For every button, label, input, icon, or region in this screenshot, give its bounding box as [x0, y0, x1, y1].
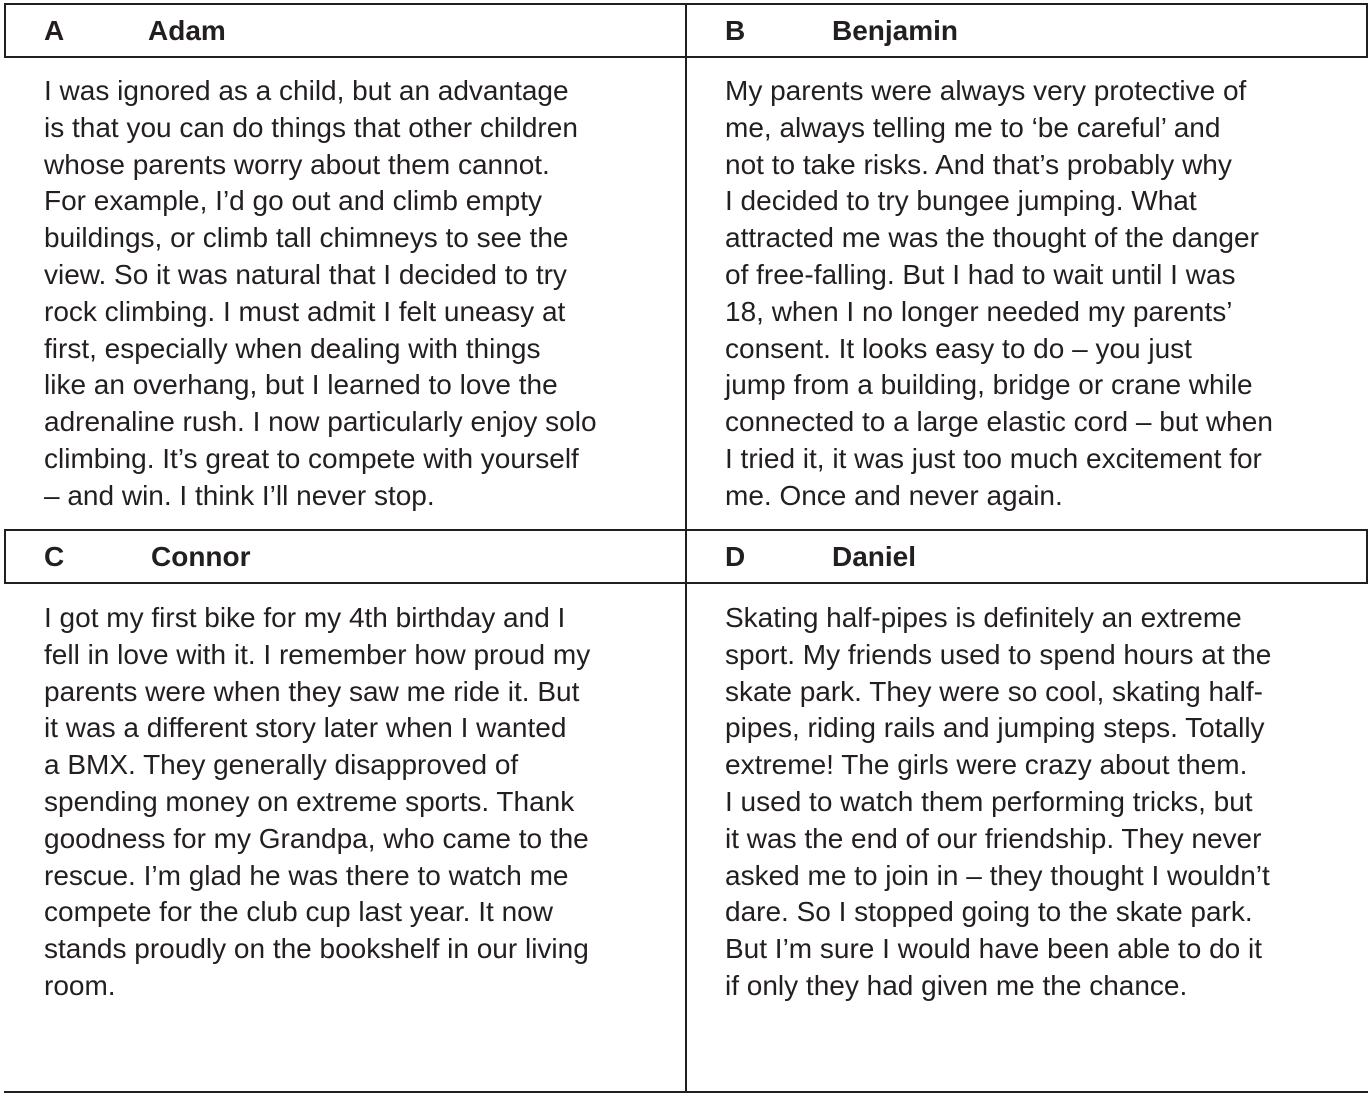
section-a-line: – and win. I think I’ll never stop.: [44, 479, 435, 511]
section-c-letter: C: [44, 541, 65, 572]
section-d-letter: D: [725, 541, 746, 572]
section-a-line: is that you can do things that other children: [44, 111, 578, 143]
section-b-line: attracted me was the thought of the danger: [725, 222, 1259, 254]
section-b-line: me, always telling me to ‘be careful’ and: [725, 111, 1221, 143]
section-d-line: skate park. They were so cool, skating half-: [725, 675, 1263, 707]
section-c-line: spending money on extreme sports. Thank: [44, 785, 575, 817]
section-c-line: parents were when they saw me ride it. But: [44, 675, 580, 707]
left-border-top: [4, 3, 6, 58]
section-b-letter: B: [725, 15, 746, 46]
section-a-line: whose parents worry about them cannot.: [44, 148, 550, 180]
section-a-line: climbing. It’s great to compete with yourself: [44, 442, 579, 474]
section-a-text: [44, 73, 597, 515]
section-c-line: it was a different story later when I wanted: [44, 712, 567, 744]
section-b-name: Benjamin: [832, 15, 959, 46]
section-b-line: connected to a large elastic cord – but when: [725, 406, 1273, 438]
section-a-name: Adam: [148, 15, 226, 46]
section-b-line: of free-falling. But I had to wait until I was: [725, 258, 1236, 290]
section-a-line: rock climbing. I must admit I felt uneasy at: [44, 295, 566, 327]
section-a-line: like an overhang, but I learned to love the: [44, 369, 558, 401]
right-border-top: [1366, 3, 1368, 58]
section-a-line: adrenaline rush. I now particularly enjoy solo: [44, 406, 597, 438]
section-d-line: sport. My friends used to spend hours at the: [725, 638, 1272, 670]
section-d-text: [725, 600, 1271, 1005]
section-b-line: I decided to try bungee jumping. What: [725, 185, 1197, 217]
section-a-line: I was ignored as a child, but an advantage: [44, 75, 569, 106]
section-d-line: it was the end of our friendship. They never: [725, 822, 1262, 854]
section-d-line: I used to watch them performing tricks, but: [725, 785, 1253, 817]
section-c-line: fell in love with it. I remember how proud my: [44, 638, 591, 670]
section-c-line: rescue. I’m glad he was there to watch me: [44, 859, 569, 891]
section-b-line: I tried it, it was just too much excitement for: [725, 442, 1262, 474]
section-c-line: stands proudly on the bookshelf in our living: [44, 933, 589, 965]
center-divider: [685, 3, 687, 1093]
section-b-line: 18, when I no longer needed my parents’: [725, 295, 1233, 327]
right-border-mid: [1366, 529, 1368, 584]
section-b-line: consent. It looks easy to do – you just: [725, 332, 1192, 364]
section-a-line: view. So it was natural that I decided to try: [44, 258, 567, 290]
section-b-line: not to take risks. And that’s probably why: [725, 148, 1232, 180]
section-c-line: a BMX. They generally disapproved of: [44, 749, 519, 781]
section-d-line: Skating half-pipes is definitely an extreme: [725, 602, 1242, 633]
section-d-line: if only they had given me the chance.: [725, 969, 1188, 1001]
section-c-line: goodness for my Grandpa, who came to the: [44, 822, 589, 854]
section-a-line: first, especially when dealing with things: [44, 332, 541, 364]
left-border-mid: [4, 529, 6, 584]
section-b-line: My parents were always very protective of: [725, 75, 1247, 106]
section-d-name: Daniel: [832, 541, 917, 572]
section-c-line: room.: [44, 969, 116, 1001]
section-d-line: asked me to join in – they thought I wouldn’t: [725, 859, 1270, 891]
section-b-text: [725, 73, 1273, 515]
section-d-line: extreme! The girls were crazy about them.: [725, 749, 1248, 781]
section-c-name: Connor: [151, 541, 251, 572]
section-c-line: I got my first bike for my 4th birthday and I: [44, 602, 566, 633]
section-c-text: [44, 600, 590, 1005]
section-b-line: me. Once and never again.: [725, 479, 1063, 511]
section-d-line: But I’m sure I would have been able to do it: [725, 933, 1262, 965]
section-d-line: dare. So I stopped going to the skate park.: [725, 896, 1253, 928]
section-a-line: For example, I’d go out and climb empty: [44, 185, 543, 217]
section-d-line: pipes, riding rails and jumping steps. Totally: [725, 712, 1265, 744]
section-b-line: jump from a building, bridge or crane while: [725, 369, 1253, 401]
section-a-line: buildings, or climb tall chimneys to see the: [44, 222, 569, 254]
section-a-letter: A: [44, 15, 65, 46]
section-c-line: compete for the club cup last year. It now: [44, 896, 553, 928]
